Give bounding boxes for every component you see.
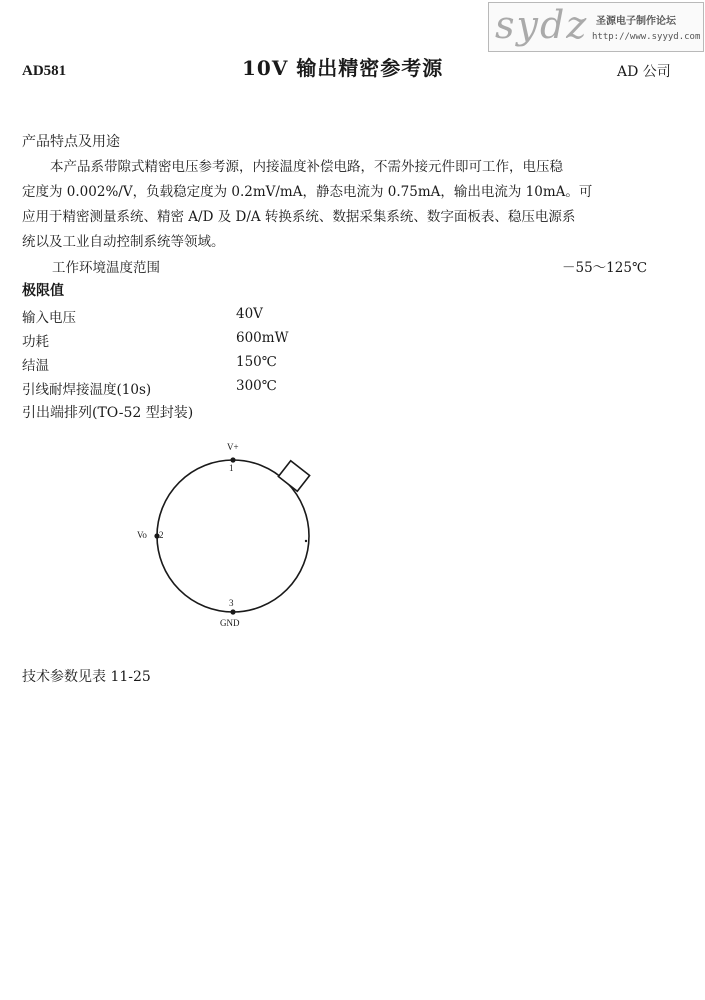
- pin-3-number: 3: [229, 598, 234, 608]
- company-name: AD 公司: [617, 64, 671, 80]
- limit-label-junction-temp: 结温: [22, 358, 49, 374]
- limit-label-power: 功耗: [22, 334, 49, 350]
- pin-1-name: V+: [227, 442, 239, 452]
- features-line-2: 定度为 0.002%/V，负载稳定度为 0.2mV/mA，静态电流为 0.75mA，输出电流为 10mA。可: [22, 184, 593, 200]
- limit-value-solder-temp: 300℃: [236, 378, 277, 394]
- pin-2-number: 2: [159, 530, 164, 540]
- temp-range-value: －55～125℃: [562, 260, 648, 276]
- limits-heading: 极限值: [22, 283, 64, 299]
- features-heading: 产品特点及用途: [22, 134, 120, 150]
- pin-1-number: 1: [229, 463, 234, 473]
- package-tab: [278, 461, 309, 492]
- features-line-1: 本产品系带隙式精密电压参考源，内接温度补偿电路，不需外接元件即可工作，电压稳: [50, 159, 563, 175]
- limit-value-power: 600mW: [236, 330, 289, 346]
- page-title: 10V 输出精密参考源: [242, 56, 444, 80]
- pinout-heading: 引出端排列(TO-52 型封装): [22, 405, 194, 421]
- limit-label-solder-temp: 引线耐焊接温度(10s): [22, 382, 152, 398]
- limit-value-input-voltage: 40V: [236, 306, 263, 322]
- pin-1-dot: [230, 457, 235, 462]
- pin-2-name: Vo: [137, 530, 147, 540]
- watermark-forum-name: 圣源电子制作论坛: [596, 16, 676, 27]
- pin-3-name: GND: [220, 618, 240, 628]
- tech-params-reference: 技术参数见表 11-25: [22, 669, 151, 685]
- limit-value-junction-temp: 150℃: [236, 354, 277, 370]
- temp-range-label: 工作环境温度范围: [52, 260, 160, 276]
- part-number: AD581: [22, 63, 67, 79]
- case-mark: [305, 540, 307, 542]
- features-line-4: 统以及工业自动控制系统等领域。: [22, 234, 225, 250]
- watermark-logo: sydz: [495, 3, 589, 47]
- pin-3-dot: [230, 609, 235, 614]
- features-line-3: 应用于精密测量系统、精密 A/D 及 D/A 转换系统、数据采集系统、数字面板表、稳压电源系: [22, 209, 576, 225]
- watermark-url: http://www.syyyd.com: [592, 32, 701, 42]
- limit-label-input-voltage: 输入电压: [22, 310, 76, 326]
